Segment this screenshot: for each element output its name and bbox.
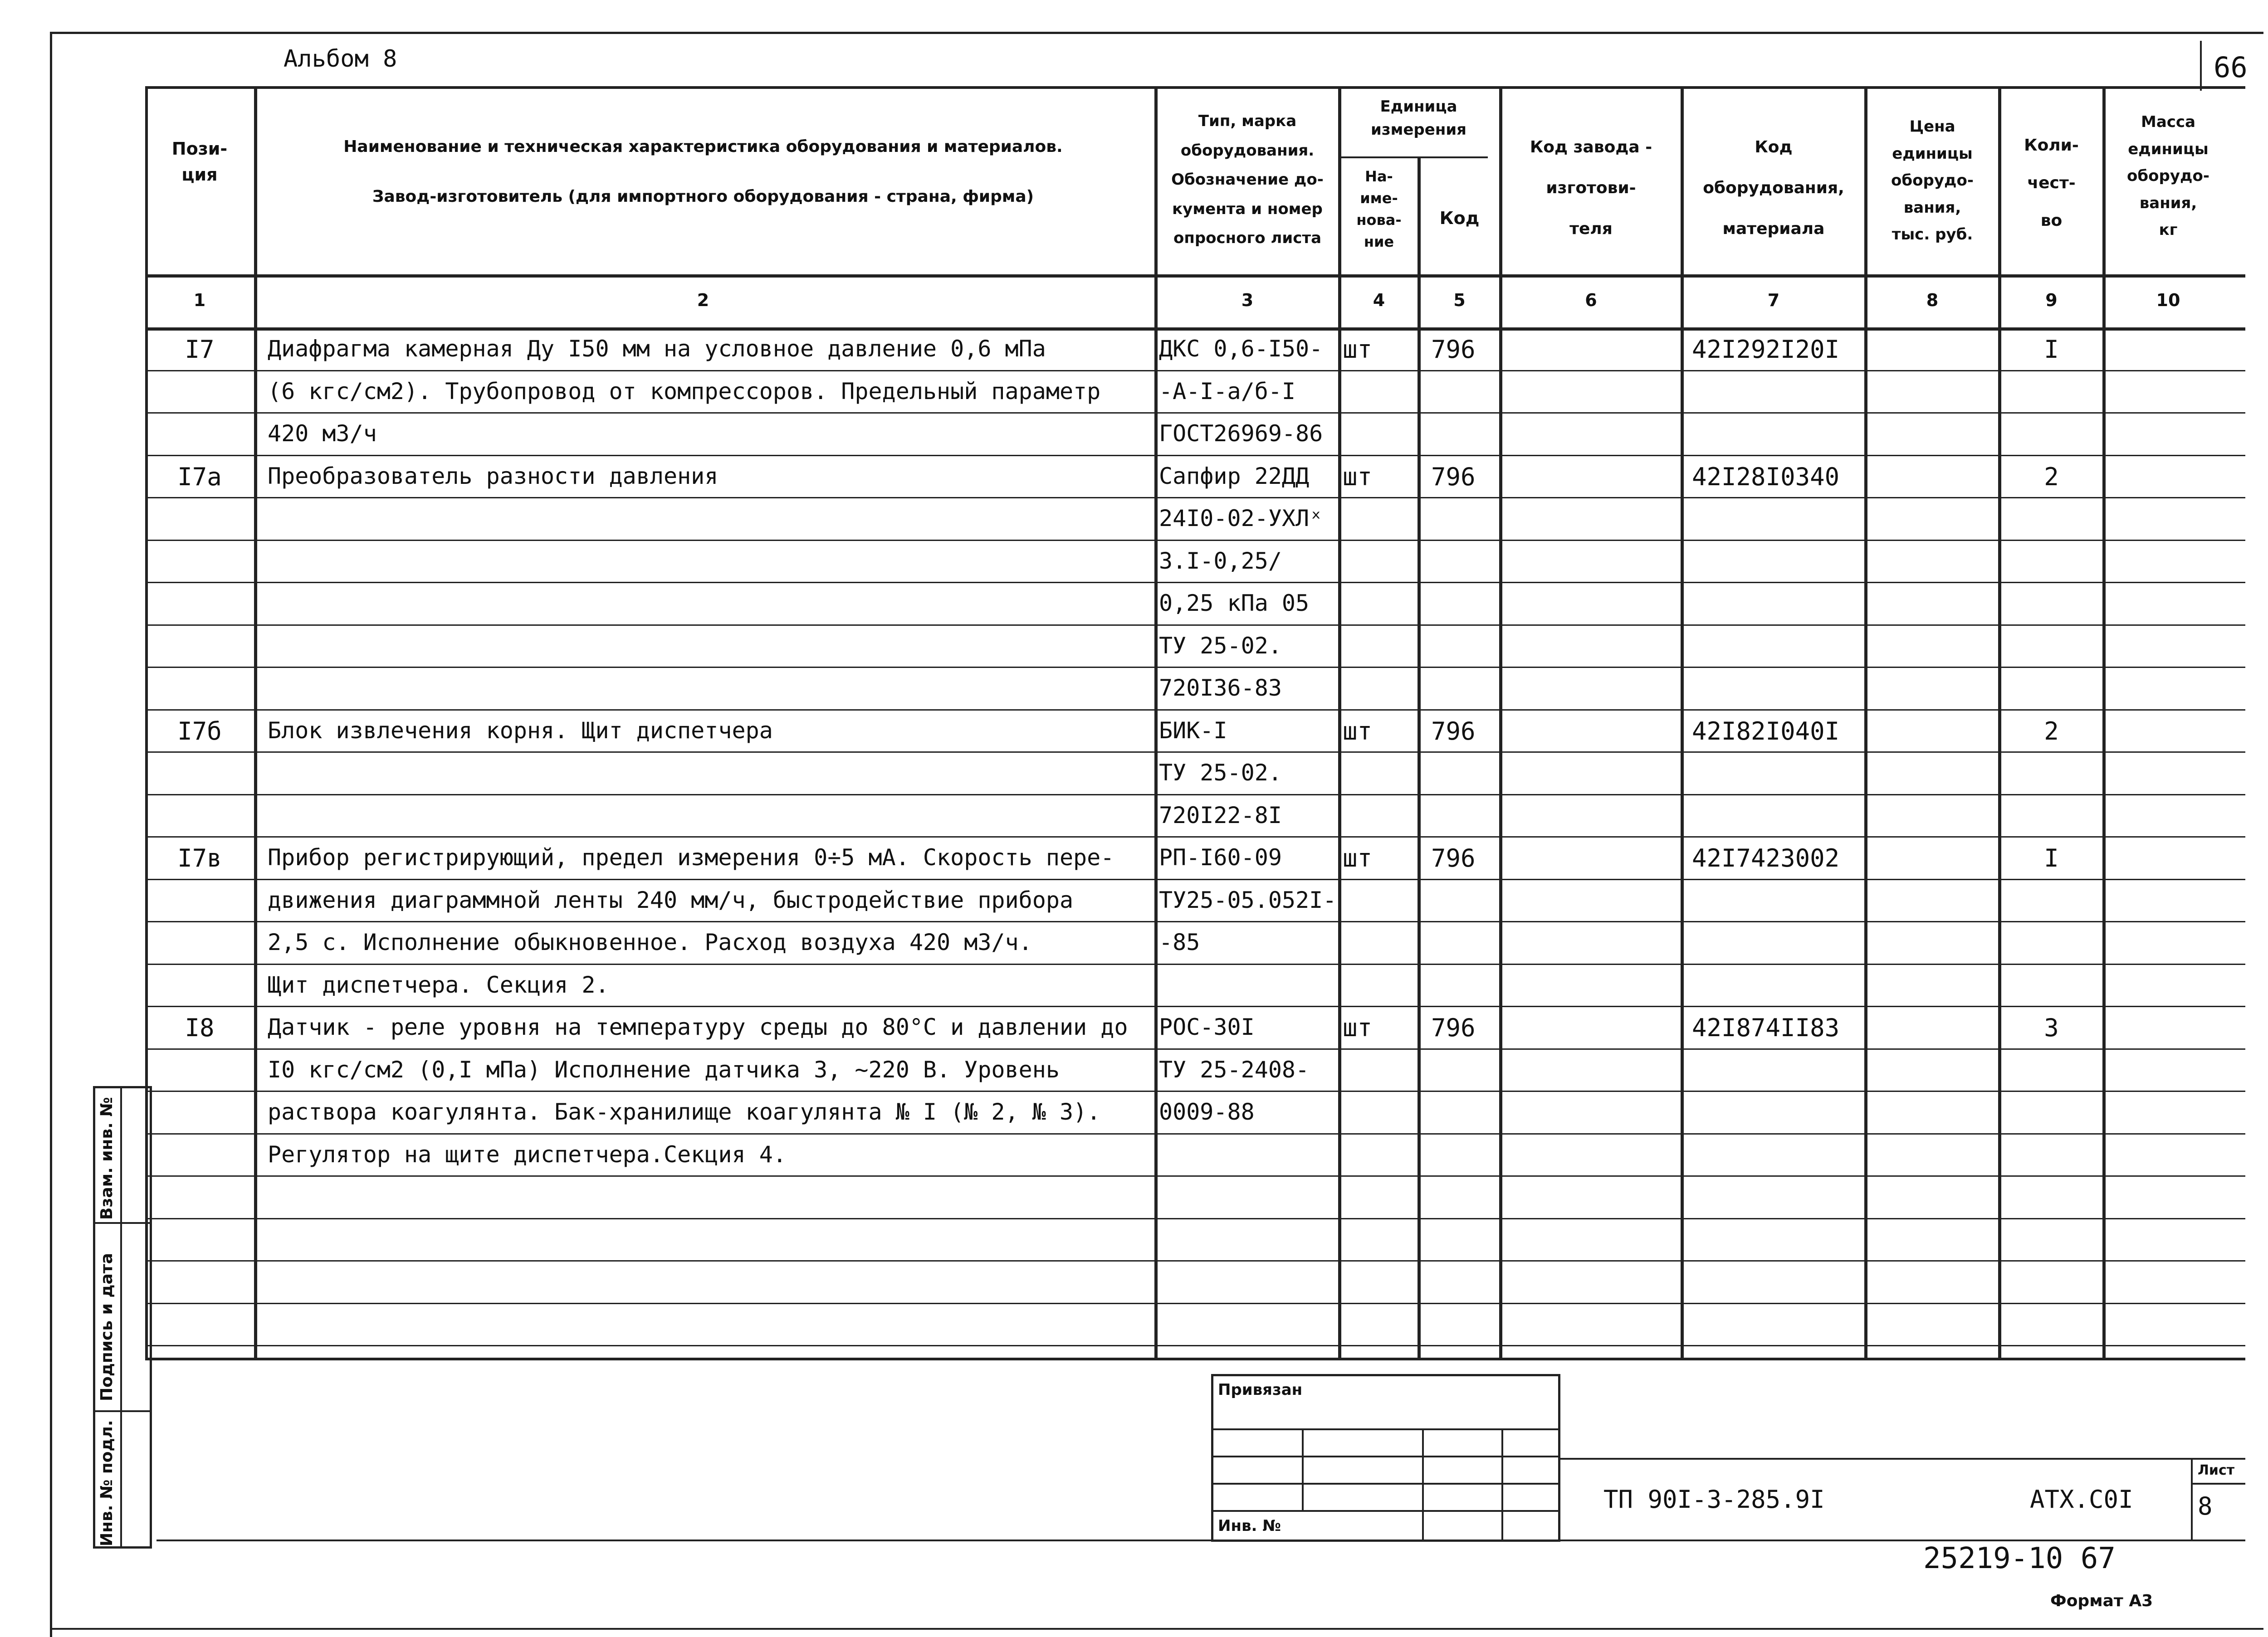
table-row-separator xyxy=(145,624,2245,626)
cell-position: I8 xyxy=(185,1013,215,1042)
cell-unit-code: 796 xyxy=(1431,844,1476,872)
header-unit-group: Единица измерения xyxy=(1371,97,1466,139)
footer-number: 25219-10 67 xyxy=(1923,1542,2116,1575)
header-name-line2: Завод-изготовитель (для импортного оборудования - страна, фирма) xyxy=(372,187,1034,206)
col-line-3 xyxy=(1338,86,1341,1360)
cell-name: Блок извлечения корня. Щит диспетчера xyxy=(268,717,773,744)
footer-format: Формат А3 xyxy=(2050,1592,2153,1610)
cell-type: ТУ 25-02. xyxy=(1159,632,1282,659)
stamp-title-bottom xyxy=(156,1540,2245,1541)
cell-equipment-code: 42I7423002 xyxy=(1692,844,1840,872)
side-strip-line-1 xyxy=(93,1222,152,1224)
side-strip-line-2 xyxy=(93,1410,152,1412)
cell-name: I0 кгс/см2 (0,I мПа) Исполнение датчика 3, ~220 В. Уровень xyxy=(268,1056,1060,1083)
col-line-2 xyxy=(1154,86,1158,1360)
header-factory-code: Код завода - изготови- теля xyxy=(1530,138,1652,238)
cell-quantity: I xyxy=(2044,844,2059,872)
cell-type: 720I36-83 xyxy=(1159,675,1282,701)
stamp-title-top xyxy=(1560,1458,2245,1460)
table-row-separator xyxy=(145,709,2245,711)
stamp-doc-code: ТП 90I-3-285.9I xyxy=(1603,1485,1825,1514)
corner-divider xyxy=(2200,41,2202,91)
cell-position: I7а xyxy=(177,462,222,491)
stamp-sheet-label: Лист xyxy=(2198,1462,2235,1478)
col-number-2: 2 xyxy=(697,290,709,310)
col-line-6 xyxy=(1681,86,1684,1360)
cell-type: 720I22-8I xyxy=(1159,802,1282,828)
table-row-separator xyxy=(145,964,2245,965)
side-label-vzam: Взам. инв. № xyxy=(98,1097,116,1220)
cell-equipment-code: 42I28I0340 xyxy=(1692,462,1840,491)
header-mass: Масса единицы оборудо- вания, кг xyxy=(2127,113,2209,239)
table-row-separator xyxy=(145,1260,2245,1262)
cell-type: БИК-I xyxy=(1159,717,1227,744)
cell-type: ТУ 25-2408- xyxy=(1159,1056,1310,1083)
cell-name: 420 м3/ч xyxy=(268,420,377,447)
album-label: Альбом 8 xyxy=(284,45,397,73)
header-quantity: Коли- чест- во xyxy=(2024,136,2079,230)
cell-name: Датчик - реле уровня на температуру среды до 80°С и давлении до xyxy=(268,1014,1128,1040)
table-row-separator xyxy=(145,1006,2245,1007)
table-row-separator xyxy=(145,1133,2245,1135)
col-number-4: 4 xyxy=(1373,290,1385,310)
table-row-separator xyxy=(145,412,2245,414)
cell-name: 2,5 с. Исполнение обыкновенное. Расход воздуха 420 м3/ч. xyxy=(268,929,1032,955)
cell-unit-code: 796 xyxy=(1431,462,1476,491)
col-line-7 xyxy=(1864,86,1867,1360)
col-line-1 xyxy=(254,86,257,1360)
stamp-v-a xyxy=(1302,1428,1304,1510)
stamp-sheet-divider xyxy=(2191,1458,2193,1540)
side-label-podpis: Подпись и дата xyxy=(98,1253,116,1401)
cell-unit-code: 796 xyxy=(1431,335,1476,364)
cell-quantity: 2 xyxy=(2044,716,2059,745)
stamp-inv-no: Инв. № xyxy=(1218,1517,1281,1535)
cell-equipment-code: 42I874II83 xyxy=(1692,1013,1840,1042)
table-row-separator xyxy=(145,1175,2245,1177)
col-number-1: 1 xyxy=(193,290,206,310)
header-position: Пози- ция xyxy=(171,139,228,185)
side-label-inv-podl: Инв. № подл. xyxy=(98,1420,116,1546)
stamp-line-b xyxy=(1211,1456,1560,1457)
cell-unit: шт xyxy=(1343,844,1373,872)
cell-unit: шт xyxy=(1343,716,1373,745)
table-row-separator xyxy=(145,921,2245,922)
header-type: Тип, марка оборудования. Обозначение до- кумента и номер опросного листа xyxy=(1171,112,1324,248)
cell-type: 24I0-02-УХЛˣ xyxy=(1159,505,1323,531)
table-row-separator xyxy=(145,540,2245,541)
cell-quantity: I xyxy=(2044,335,2059,364)
header-unit-code: Код xyxy=(1439,208,1480,228)
cell-type: Сапфир 22ДД xyxy=(1159,463,1310,489)
col-number-6: 6 xyxy=(1585,290,1597,310)
cell-quantity: 3 xyxy=(2044,1013,2059,1042)
cell-type: 0,25 кПа 05 xyxy=(1159,590,1310,616)
stamp-section: АТХ.С0I xyxy=(2030,1485,2133,1514)
col-number-9: 9 xyxy=(2045,290,2058,310)
table-row-separator xyxy=(145,1048,2245,1050)
cell-equipment-code: 42I82I040I xyxy=(1692,716,1840,745)
cell-name: (6 кгс/см2). Трубопровод от компрессоров. Предельный параметр xyxy=(268,378,1101,404)
header-equipment-code: Код оборудования, материала xyxy=(1703,138,1844,238)
unit-group-divider xyxy=(1338,156,1488,158)
col-line-5 xyxy=(1499,86,1502,1360)
header-name-line1: Наименование и техническая характеристика оборудования и материалов. xyxy=(343,137,1063,156)
cell-type: ТУ25-05.052I- xyxy=(1159,887,1337,913)
stamp-line-d xyxy=(1211,1510,1560,1512)
table-row-separator xyxy=(145,1345,2245,1346)
cell-quantity: 2 xyxy=(2044,462,2059,491)
cell-type: -А-I-а/б-I xyxy=(1159,378,1296,404)
cell-unit-code: 796 xyxy=(1431,716,1476,745)
cell-name: Щит диспетчера. Секция 2. xyxy=(268,971,609,998)
cell-equipment-code: 42I292I20I xyxy=(1692,335,1840,364)
cell-position: I7 xyxy=(185,335,215,364)
cell-name: Диафрагма камерная Ду I50 мм на условное давление 0,6 мПа xyxy=(268,336,1046,362)
table-row-separator xyxy=(145,836,2245,838)
table-row-separator xyxy=(145,455,2245,456)
col-number-7: 7 xyxy=(1767,290,1780,310)
col-line-9 xyxy=(2102,86,2106,1360)
col-line-4 xyxy=(1418,156,1421,1360)
table-row-separator xyxy=(145,879,2245,880)
cell-unit: шт xyxy=(1343,1013,1373,1042)
cell-type: -85 xyxy=(1159,929,1200,955)
stamp-sheet-number: 8 xyxy=(2198,1492,2213,1520)
table-row-separator xyxy=(145,794,2245,795)
col-number-3: 3 xyxy=(1241,290,1254,310)
cell-type: ТУ 25-02. xyxy=(1159,760,1282,786)
side-strip-divider xyxy=(120,1086,122,1549)
table-row-separator xyxy=(145,667,2245,668)
header-unit-name: На- име- нова- ние xyxy=(1356,168,1402,250)
table-row-separator xyxy=(145,370,2245,371)
col-number-5: 5 xyxy=(1453,290,1466,310)
cell-name: Преобразователь разности давления xyxy=(268,463,719,489)
stamp-privyazan: Привязан xyxy=(1218,1381,1303,1399)
col-number-8: 8 xyxy=(1926,290,1939,310)
header-bottom xyxy=(145,274,2245,278)
cell-position: I7в xyxy=(177,844,222,872)
table-row-separator xyxy=(145,1218,2245,1219)
numbers-bottom xyxy=(145,327,2245,331)
cell-unit: шт xyxy=(1343,335,1373,364)
table-row-separator xyxy=(145,497,2245,498)
cell-name: движения диаграммной ленты 240 мм/ч, быстродействие прибора xyxy=(268,887,1074,913)
cell-type: РП-I60-09 xyxy=(1159,844,1282,871)
cell-position: I7б xyxy=(177,716,222,745)
stamp-v-b xyxy=(1422,1428,1424,1542)
cell-unit: шт xyxy=(1343,462,1373,491)
table-row-separator xyxy=(145,1303,2245,1304)
table-row-separator xyxy=(145,1091,2245,1092)
cell-type: 0009-88 xyxy=(1159,1099,1255,1125)
stamp-v-c xyxy=(1501,1428,1503,1542)
table-row-separator xyxy=(145,582,2245,583)
table-row-separator xyxy=(145,751,2245,753)
header-price: Цена единицы оборудо- вания, тыс. руб. xyxy=(1891,117,1974,244)
stamp-sheet-line xyxy=(2191,1483,2245,1485)
page-bottom-border xyxy=(50,1628,2263,1630)
page-corner-number: 66 xyxy=(2214,51,2248,84)
cell-unit-code: 796 xyxy=(1431,1013,1476,1042)
stamp-line-c xyxy=(1211,1483,1560,1485)
stamp-line-a xyxy=(1211,1428,1560,1430)
cell-type: РОС-30I xyxy=(1159,1014,1255,1040)
cell-name: Прибор регистрирующий, предел измерения 0÷5 мА. Скорость пере- xyxy=(268,844,1114,871)
cell-type: ДКС 0,6-I50- xyxy=(1159,336,1323,362)
cell-type: ГОСТ26969-86 xyxy=(1159,420,1323,447)
cell-name: Регулятор на щите диспетчера.Секция 4. xyxy=(268,1141,787,1168)
col-number-10: 10 xyxy=(2156,290,2180,310)
cell-name: раствора коагулянта. Бак-хранилище коагулянта № I (№ 2, № 3). xyxy=(268,1099,1101,1125)
cell-type: 3.I-0,25/ xyxy=(1159,547,1282,574)
